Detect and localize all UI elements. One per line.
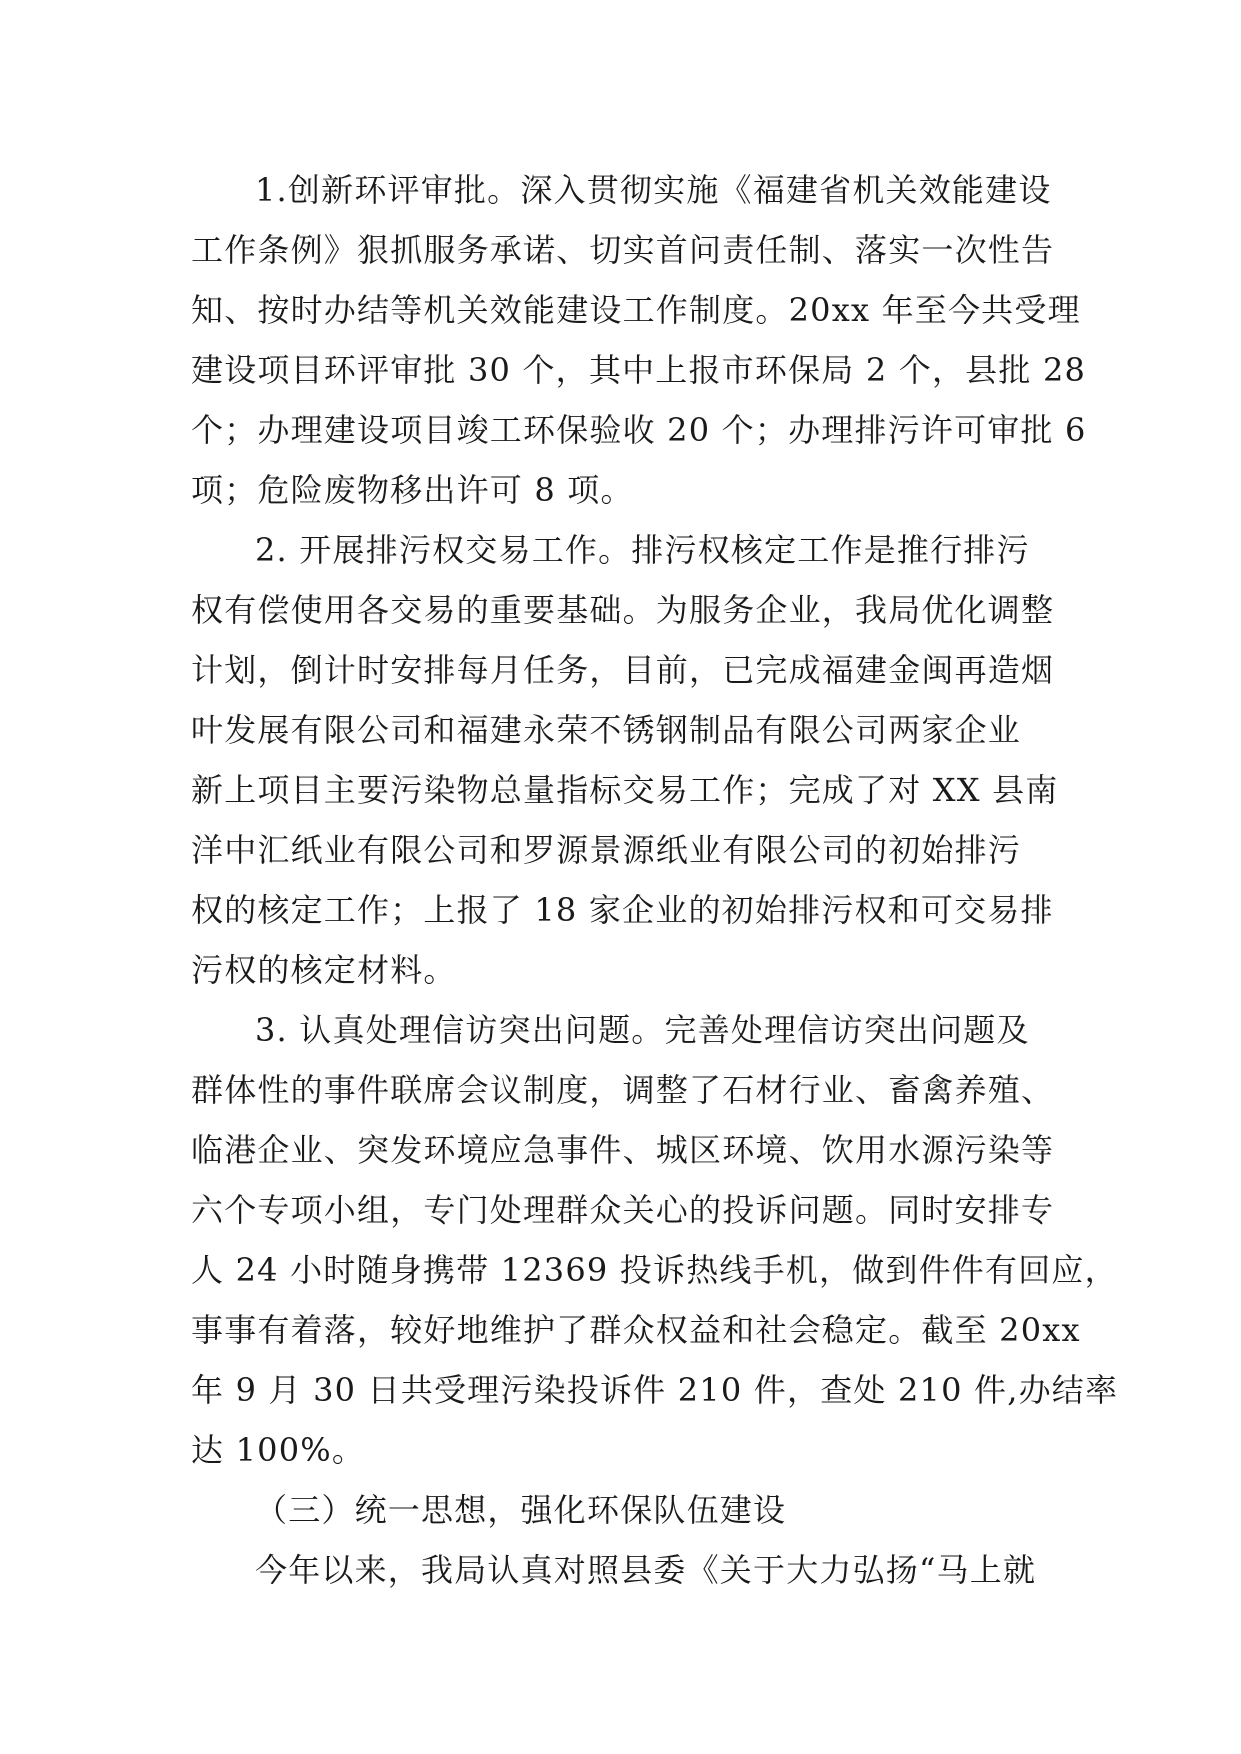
text-line: 达 100%。	[191, 1431, 366, 1469]
text-line: 建设项目环评审批 30 个，其中上报市环保局 2 个，县批 28	[191, 351, 1087, 389]
text-line: 污权的核定材料。	[191, 951, 457, 989]
text-line: 今年以来，我局认真对照县委《关于大力弘扬“马上就	[255, 1551, 1037, 1589]
text-line: 项；危险废物移出许可 8 项。	[191, 471, 634, 509]
text-line: 叶发展有限公司和福建永荣不锈钢制品有限公司两家企业	[191, 711, 1022, 749]
paragraph-emission-trading	[191, 520, 1059, 1000]
text-line: 新上项目主要污染物总量指标交易工作；完成了对 XX 县南	[191, 771, 1059, 809]
document-body	[191, 160, 1119, 1600]
paragraph-intro	[191, 1540, 1051, 1600]
text-line: 六个专项小组，专门处理群众关心的投诉问题。同时安排专	[191, 1191, 1055, 1229]
text-line: 计划，倒计时安排每月任务，目前，已完成福建金闽再造烟	[191, 651, 1055, 689]
text-line: 1.创新环评审批。深入贯彻实施《福建省机关效能建设	[255, 171, 1052, 209]
text-line: 洋中汇纸业有限公司和罗源景源纸业有限公司的初始排污	[191, 831, 1022, 869]
text-line: 人 24 小时随身携带 12369 投诉热线手机，做到件件有回应，	[191, 1251, 1118, 1289]
text-line: 临港企业、突发环境应急事件、城区环境、饮用水源污染等	[191, 1131, 1055, 1169]
paragraph-environmental-approval	[191, 160, 1087, 520]
text-line: 群体性的事件联席会议制度，调整了石材行业、畜禽养殖、	[191, 1071, 1055, 1109]
text-line: 权有偿使用各交易的重要基础。为服务企业，我局优化调整	[191, 591, 1055, 629]
text-line: 个；办理建设项目竣工环保验收 20 个；办理排污许可审批 6	[191, 411, 1087, 449]
text-line: 3. 认真处理信访突出问题。完善处理信访突出问题及	[255, 1011, 1030, 1049]
text-line: 权的核定工作；上报了 18 家企业的初始排污权和可交易排	[191, 891, 1054, 929]
text-line: 工作条例》狠抓服务承诺、切实首问责任制、落实一次性告	[191, 231, 1055, 269]
paragraph-petition-handling	[191, 1000, 1119, 1480]
section-heading	[191, 1480, 1051, 1540]
text-line: 知、按时办结等机关效能建设工作制度。20xx 年至今共受理	[191, 291, 1081, 329]
text-line: 年 9 月 30 日共受理污染投诉件 210 件，查处 210 件,办结率	[191, 1371, 1119, 1409]
text-line: 2. 开展排污权交易工作。排污权核定工作是推行排污	[255, 531, 1030, 569]
text-line: 事事有着落，较好地维护了群众权益和社会稳定。截至 20xx	[191, 1311, 1081, 1349]
section-heading-text: （三）统一思想，强化环保队伍建设	[255, 1491, 787, 1529]
